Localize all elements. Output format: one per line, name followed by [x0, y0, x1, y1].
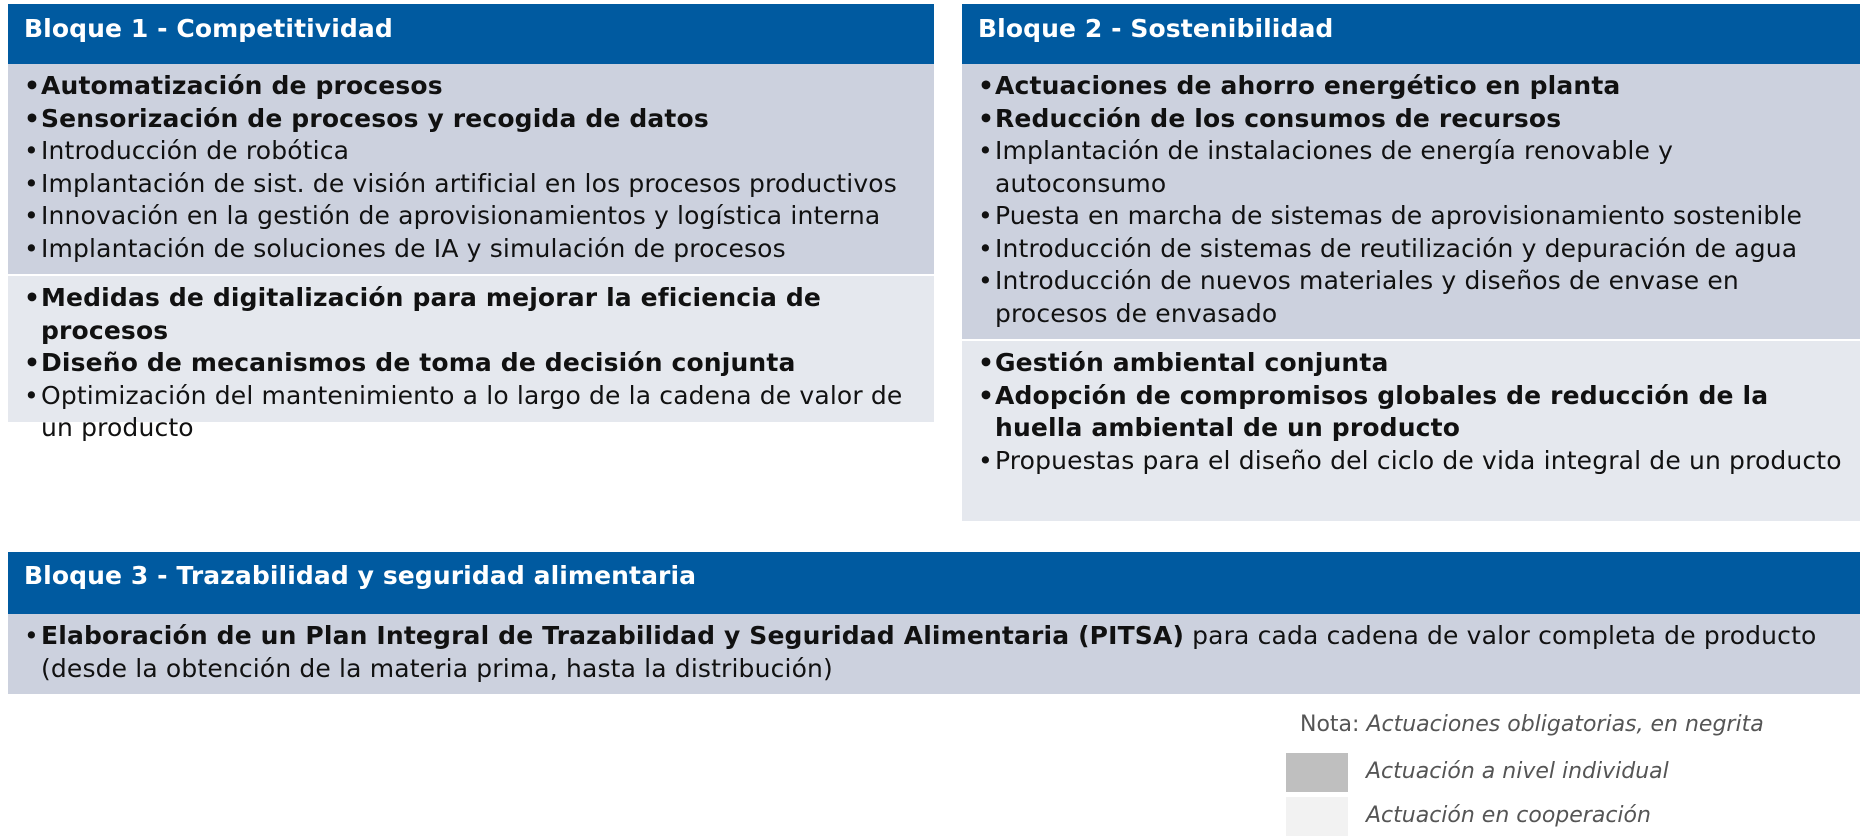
- block-2-individual-list: [978, 70, 1850, 330]
- list-item: • Medidas de digitalización para mejorar la eficiencia de procesos: [24, 282, 924, 347]
- block-2-cooperation-list: [978, 347, 1850, 477]
- block-3-item: [24, 620, 1850, 685]
- block-1-cooperation-panel: [8, 276, 934, 442]
- block-competitividad: [8, 4, 934, 442]
- block-3-individual-panel: [8, 614, 1860, 694]
- note-label: Nota:: [1300, 712, 1367, 737]
- legend-cooperation-swatch: [1286, 797, 1348, 836]
- list-item: • Automatización de procesos: [24, 70, 924, 103]
- block-3-title: Bloque 3 - Trazabilidad y seguridad alimentaria: [8, 552, 1860, 614]
- list-item: • Optimización del mantenimiento a lo largo de la cadena de valor de un producto: [24, 380, 924, 445]
- list-item: • Introducción de sistemas de reutilización y depuración de agua: [978, 233, 1850, 266]
- list-item: • Implantación de soluciones de IA y simulación de procesos: [24, 233, 924, 266]
- legend-individual-swatch: [1286, 753, 1348, 792]
- list-item: • Puesta en marcha de sistemas de aprovisionamiento sostenible: [978, 200, 1850, 233]
- list-item: • Introducción de nuevos materiales y diseños de envase en procesos de envasado: [978, 265, 1850, 330]
- list-item: • Gestión ambiental conjunta: [978, 347, 1850, 380]
- block-3-item-bold: Elaboración de un Plan Integral de Trazabilidad y Seguridad Alimentaria (PITSA): [41, 621, 1185, 650]
- block-3-item-rest: para cada cadena de valor completa de producto (desde la obtención de la materia prima, hasta la distribución): [41, 621, 1817, 683]
- list-item: • Implantación de instalaciones de energía renovable y autoconsumo: [978, 135, 1850, 200]
- block-trazabilidad: [8, 552, 1860, 694]
- list-item: • Introducción de robótica: [24, 135, 924, 168]
- list-item: • Innovación en la gestión de aprovisionamientos y logística interna: [24, 200, 924, 233]
- list-item: • Sensorización de procesos y recogida de datos: [24, 103, 924, 136]
- block-1-title: Bloque 1 - Competitividad: [8, 4, 934, 64]
- block-2-title: Bloque 2 - Sostenibilidad: [962, 4, 1860, 64]
- block-1-cooperation-list: [24, 282, 924, 445]
- list-item: • Reducción de los consumos de recursos: [978, 103, 1850, 136]
- list-item: • Propuestas para el diseño del ciclo de vida integral de un producto: [978, 445, 1850, 478]
- block-1-individual-list: [24, 70, 924, 265]
- legend-individual-label: Actuación a nivel individual: [1366, 759, 1669, 784]
- note-text: Actuaciones obligatorias, en negrita: [1366, 712, 1764, 737]
- block-2-individual-panel: [962, 64, 1860, 339]
- list-item: • Actuaciones de ahorro energético en planta: [978, 70, 1850, 103]
- note: [1300, 712, 1764, 737]
- legend-cooperation-label: Actuación en cooperación: [1366, 803, 1651, 828]
- block-sostenibilidad: [962, 4, 1860, 521]
- block-2-cooperation-panel: [962, 341, 1860, 521]
- list-item: • Adopción de compromisos globales de reducción de la huella ambiental de un producto: [978, 380, 1850, 445]
- block-1-individual-panel: [8, 64, 934, 274]
- block-3-list: [24, 620, 1850, 685]
- list-item: • Implantación de sist. de visión artificial en los procesos productivos: [24, 168, 924, 201]
- list-item: • Diseño de mecanismos de toma de decisión conjunta: [24, 347, 924, 380]
